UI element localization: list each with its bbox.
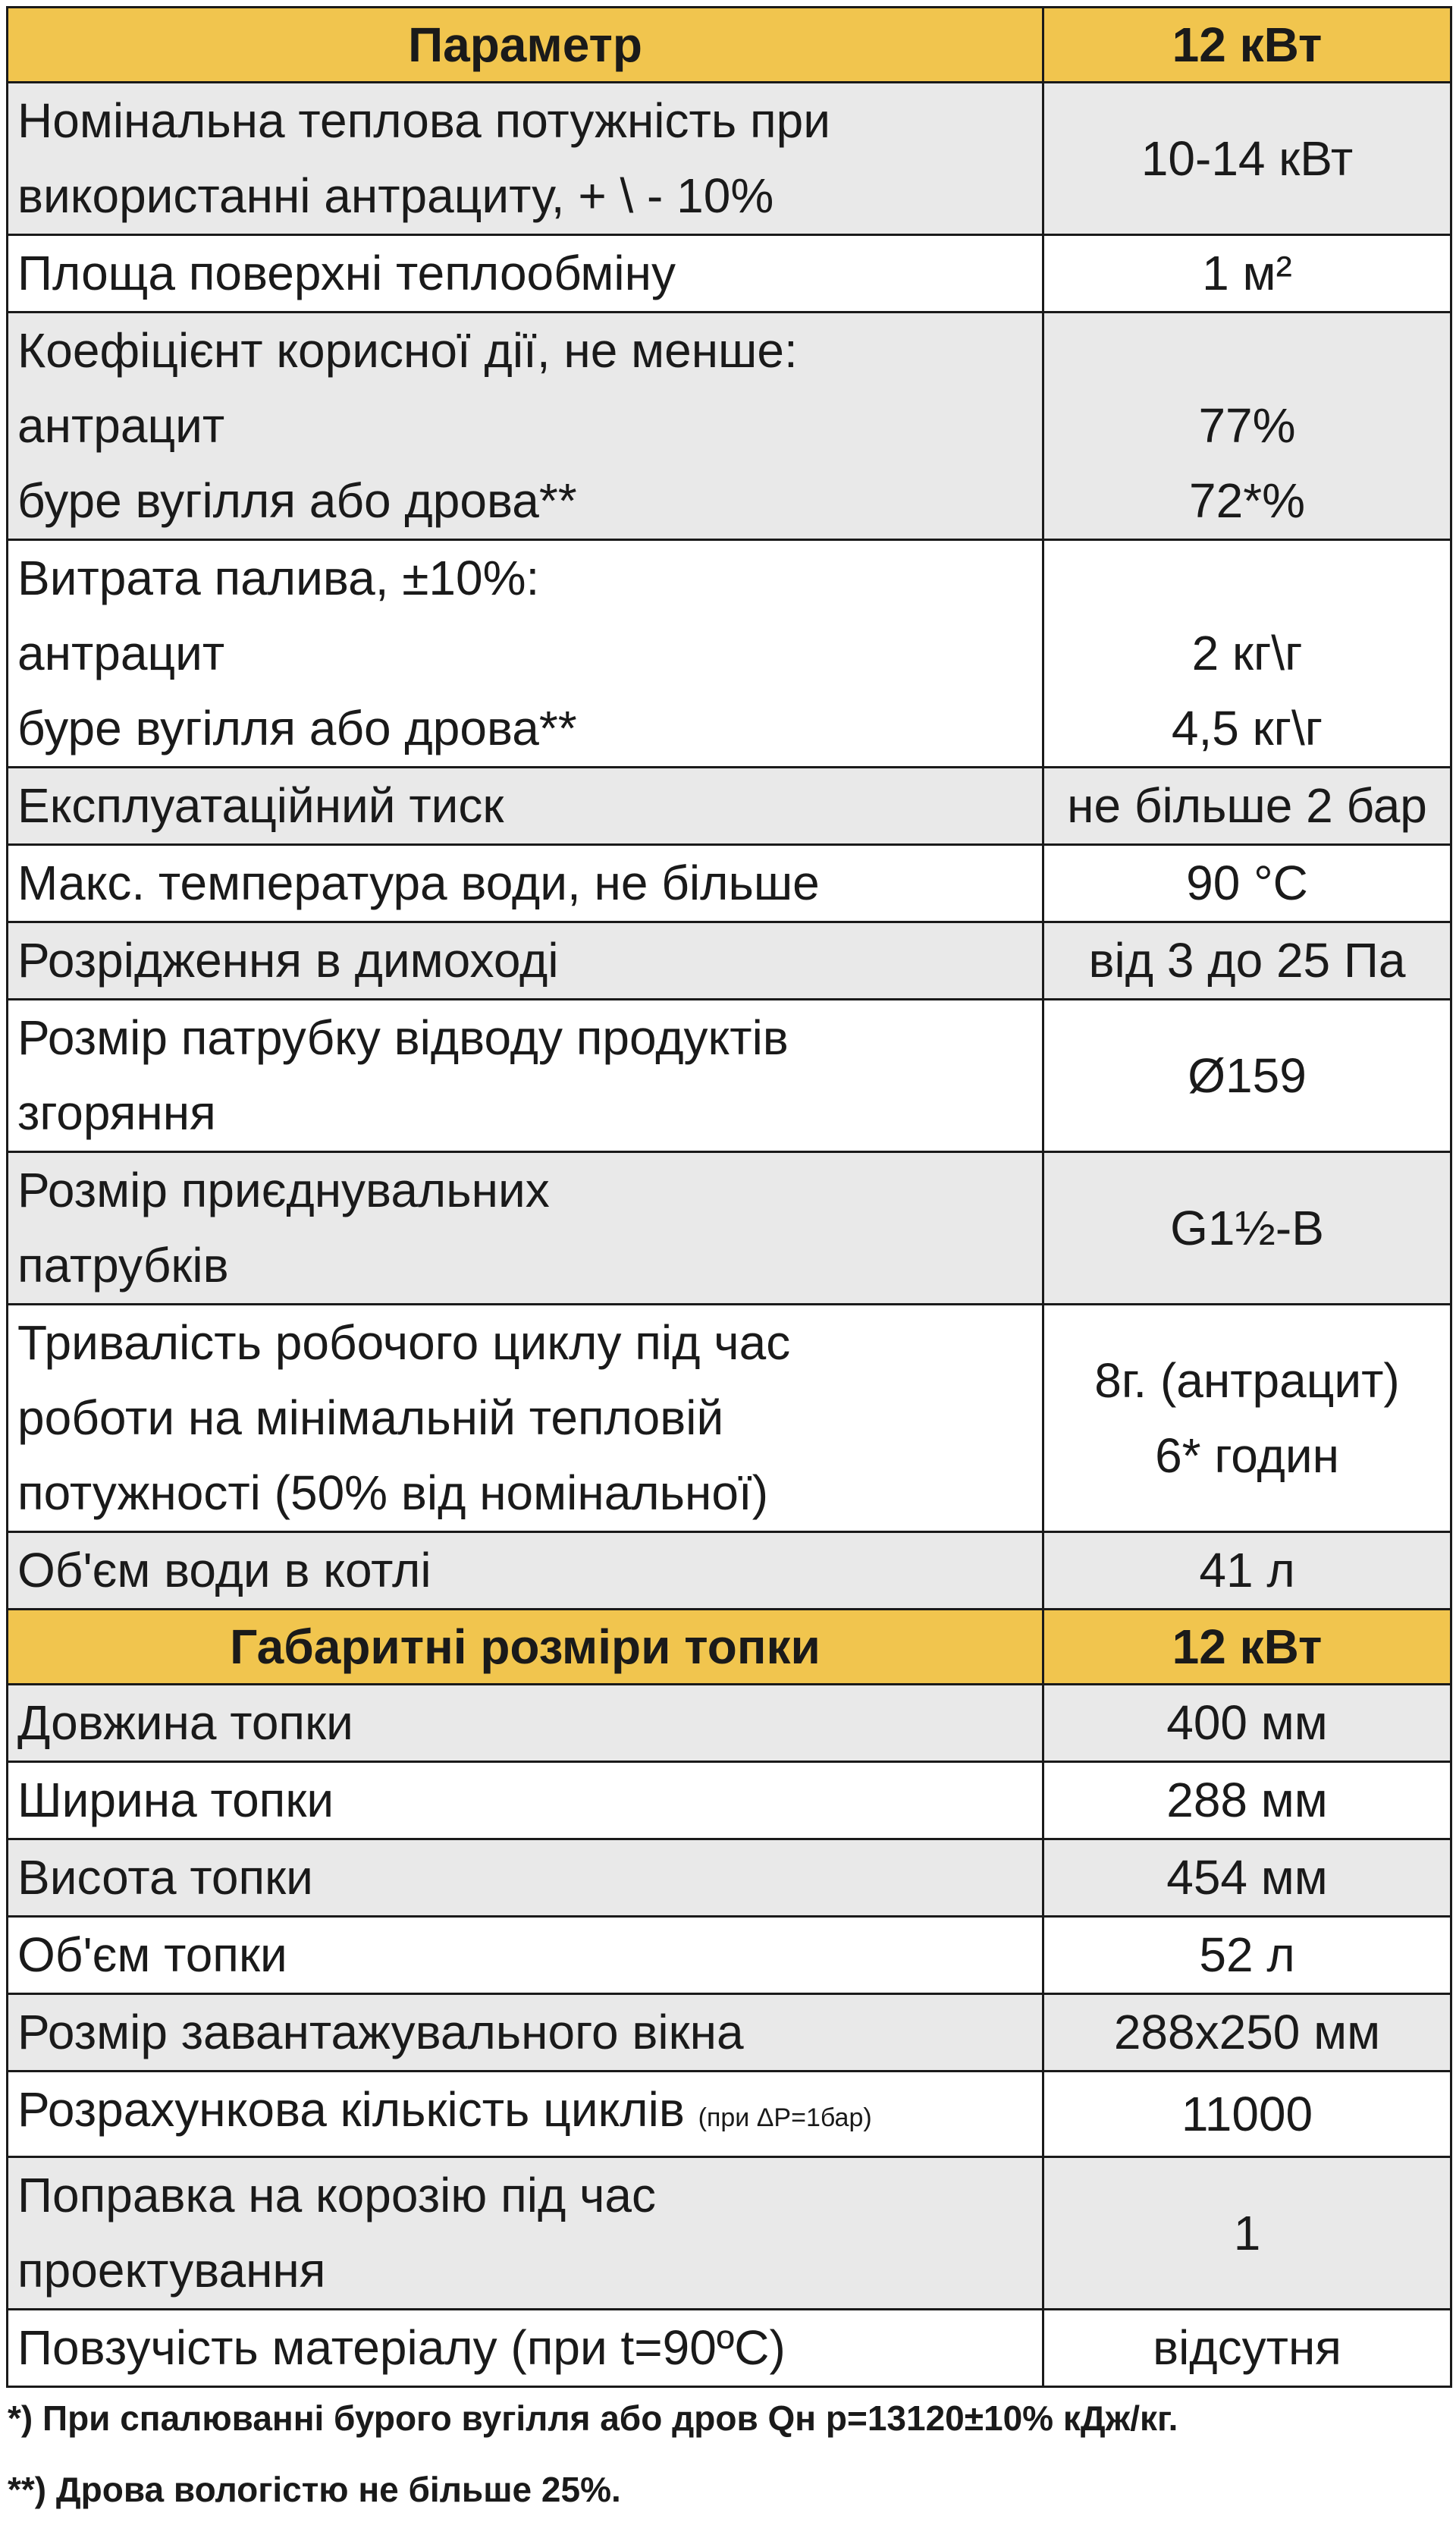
- param-label: [17, 2233, 1042, 2308]
- param-cell: [8, 2310, 1043, 2387]
- param-value: 400 мм: [1166, 1695, 1328, 1750]
- param-value: [1044, 313, 1450, 388]
- param-text: Повзучість матеріалу (при t=90ºC): [17, 2320, 786, 2375]
- param-value: 4,5 кг\г: [1171, 701, 1323, 755]
- param-cell: [8, 922, 1043, 1000]
- param-value: G1½-B: [1170, 1200, 1324, 1255]
- param-label: [17, 159, 1042, 234]
- param-value: [1044, 541, 1450, 616]
- param-text: Макс. температура води, не більше: [17, 856, 820, 910]
- param-text: роботи на мінімальній тепловій: [17, 1390, 724, 1445]
- footnote-1: *) При спалюванні бурого вугілля або дров Qн р=13120±10% кДж/кг.: [8, 2398, 1178, 2438]
- param-label: [17, 1076, 1042, 1151]
- param-text: згоряння: [17, 1085, 216, 1140]
- param-text: антрацит: [17, 398, 225, 453]
- param-label: [17, 1918, 1042, 1993]
- param-cell: [8, 1839, 1043, 1917]
- param-text: потужності (50% від номінальної): [17, 1465, 768, 1520]
- table-header-firebox: [8, 1610, 1451, 1685]
- header-value: 12 кВт: [1043, 8, 1451, 83]
- param-label: [17, 541, 1042, 616]
- param-label: [17, 2072, 1042, 2156]
- param-label: [17, 1995, 1042, 2070]
- param-label: [17, 1840, 1042, 1915]
- param-value: 11000: [1181, 2086, 1313, 2141]
- param-value: 10-14 кВт: [1141, 130, 1354, 186]
- param-text: Ширина топки: [17, 1773, 334, 1827]
- param-value: Ø159: [1188, 1048, 1307, 1103]
- param-label: [17, 2158, 1042, 2233]
- param-cell: [8, 1685, 1043, 1762]
- table-header-main: [8, 8, 1451, 83]
- value-cell: [1043, 1839, 1451, 1917]
- param-text: Розрідження в димоході: [17, 933, 559, 988]
- table-row: [8, 1685, 1451, 1762]
- param-value: 1: [1233, 2205, 1261, 2260]
- param-text: Тривалість робочого циклу під час: [17, 1315, 791, 1370]
- param-text: Об'єм води в котлі: [17, 1543, 431, 1597]
- param-text: Висота топки: [17, 1850, 313, 1905]
- param-label: [17, 388, 1042, 463]
- value-cell: [1043, 2072, 1451, 2157]
- param-label: [17, 1763, 1042, 1838]
- param-label: [17, 1533, 1042, 1608]
- param-text: Номінальна теплова потужність при: [17, 93, 830, 148]
- param-text: буре вугілля або дрова**: [17, 701, 577, 755]
- param-text: Експлуатаційний тиск: [17, 778, 504, 833]
- table-row: [8, 235, 1451, 313]
- value-cell: [1043, 1532, 1451, 1610]
- value-cell: [1043, 313, 1451, 540]
- table-row: [8, 922, 1451, 1000]
- param-cell: [8, 235, 1043, 313]
- param-value: 2 кг\г: [1191, 626, 1303, 680]
- table-row: [8, 2157, 1451, 2310]
- param-text: Розрахункова кількість циклів: [17, 2082, 685, 2137]
- table-row: [8, 2072, 1451, 2157]
- param-text: Об'єм топки: [17, 1927, 287, 1982]
- param-label: [17, 2310, 1042, 2386]
- param-text: буре вугілля або дрова**: [17, 473, 577, 528]
- param-value: 52 л: [1199, 1927, 1295, 1982]
- param-value: 288х250 мм: [1113, 2005, 1381, 2059]
- param-label: [17, 1228, 1042, 1303]
- param-cell: [8, 313, 1043, 540]
- table-row: [8, 313, 1451, 540]
- param-label: [17, 768, 1042, 843]
- header-param: Параметр: [8, 8, 1043, 83]
- param-text: використанні антрациту, + \ - 10%: [17, 168, 774, 223]
- param-label: [17, 1305, 1042, 1381]
- param-value: 454 мм: [1166, 1850, 1328, 1905]
- value-cell: [1043, 540, 1451, 768]
- value-cell: [1043, 1917, 1451, 1994]
- value-cell: [1043, 1152, 1451, 1305]
- param-label: [17, 1000, 1042, 1076]
- param-cell: [8, 83, 1043, 235]
- param-value: 90 °С: [1186, 856, 1308, 910]
- param-label: [17, 691, 1042, 766]
- table-row: [8, 768, 1451, 845]
- param-cell: [8, 1305, 1043, 1532]
- header-param: Габаритні розміри топки: [8, 1610, 1043, 1685]
- value-cell: [1043, 1000, 1451, 1152]
- table-row: [8, 845, 1451, 922]
- value-cell: [1043, 1305, 1451, 1532]
- param-label: [17, 463, 1042, 539]
- value-cell: [1043, 2310, 1451, 2387]
- param-label: [17, 616, 1042, 691]
- value-cell: [1043, 1994, 1451, 2072]
- param-cell: [8, 540, 1043, 768]
- table-row: [8, 1762, 1451, 1839]
- value-cell: [1043, 768, 1451, 845]
- param-cell: [8, 845, 1043, 922]
- param-cell: [8, 1762, 1043, 1839]
- table-row: [8, 2310, 1451, 2387]
- value-cell: [1043, 1762, 1451, 1839]
- table-row: [8, 1839, 1451, 1917]
- param-text: патрубків: [17, 1238, 229, 1293]
- param-text: Витрата палива, ±10%:: [17, 551, 540, 605]
- param-value: 6* годин: [1155, 1428, 1339, 1483]
- param-label: [17, 1456, 1042, 1531]
- table-row: [8, 1532, 1451, 1610]
- spec-table: [6, 6, 1452, 2388]
- footnotes: [6, 2395, 1450, 2512]
- param-text: Розмір завантажувального вікна: [17, 2005, 744, 2059]
- param-text: Поправка на корозію під час: [17, 2168, 656, 2222]
- param-cell: [8, 1917, 1043, 1994]
- param-text: проектування: [17, 2243, 326, 2298]
- param-cell: [8, 1152, 1043, 1305]
- table-row: [8, 1000, 1451, 1152]
- value-cell: [1043, 83, 1451, 235]
- param-text: антрацит: [17, 626, 225, 680]
- param-label: [17, 313, 1042, 388]
- footnote-2: **) Дрова вологістю не більше 25%.: [8, 2470, 621, 2509]
- table-row: [8, 1152, 1451, 1305]
- param-value: не більше 2 бар: [1067, 778, 1427, 833]
- param-text: Довжина топки: [17, 1695, 353, 1750]
- param-note: (при ΔP=1бар): [698, 2103, 872, 2132]
- param-value: 8г. (антрацит): [1094, 1352, 1400, 1408]
- value-cell: [1043, 235, 1451, 313]
- param-text: Коефіцієнт корисної дії, не менше:: [17, 323, 798, 378]
- param-text: Розмір патрубку відводу продуктів: [17, 1010, 789, 1065]
- param-label: [17, 83, 1042, 159]
- param-cell: [8, 1532, 1043, 1610]
- param-label: [17, 1381, 1042, 1456]
- value-cell: [1043, 922, 1451, 1000]
- table-row: [8, 1994, 1451, 2072]
- value-cell: [1043, 2157, 1451, 2310]
- param-cell: [8, 1000, 1043, 1152]
- param-text: Розмір приєднувальних: [17, 1163, 550, 1217]
- param-label: [17, 1685, 1042, 1761]
- table-row: [8, 540, 1451, 768]
- value-cell: [1043, 845, 1451, 922]
- header-value: 12 кВт: [1043, 1610, 1451, 1685]
- param-cell: [8, 768, 1043, 845]
- table-row: [8, 1917, 1451, 1994]
- spec-sheet: [6, 6, 1450, 2538]
- param-cell: [8, 2072, 1043, 2157]
- param-value: від 3 до 25 Па: [1088, 933, 1406, 988]
- param-label: [17, 923, 1042, 998]
- param-value: відсутня: [1153, 2320, 1341, 2375]
- param-label: [17, 846, 1042, 921]
- table-row: [8, 1305, 1451, 1532]
- param-value: 77%: [1198, 398, 1296, 453]
- param-cell: [8, 2157, 1043, 2310]
- param-value: 41 л: [1199, 1543, 1295, 1597]
- param-label: [17, 236, 1042, 311]
- value-cell: [1043, 1685, 1451, 1762]
- table-row: [8, 83, 1451, 235]
- param-value: 72*%: [1189, 473, 1305, 528]
- param-label: [17, 1153, 1042, 1228]
- param-cell: [8, 1994, 1043, 2072]
- param-value: 1 м²: [1202, 246, 1292, 300]
- param-text: Площа поверхні теплообміну: [17, 246, 676, 300]
- param-value: 288 мм: [1166, 1773, 1328, 1827]
